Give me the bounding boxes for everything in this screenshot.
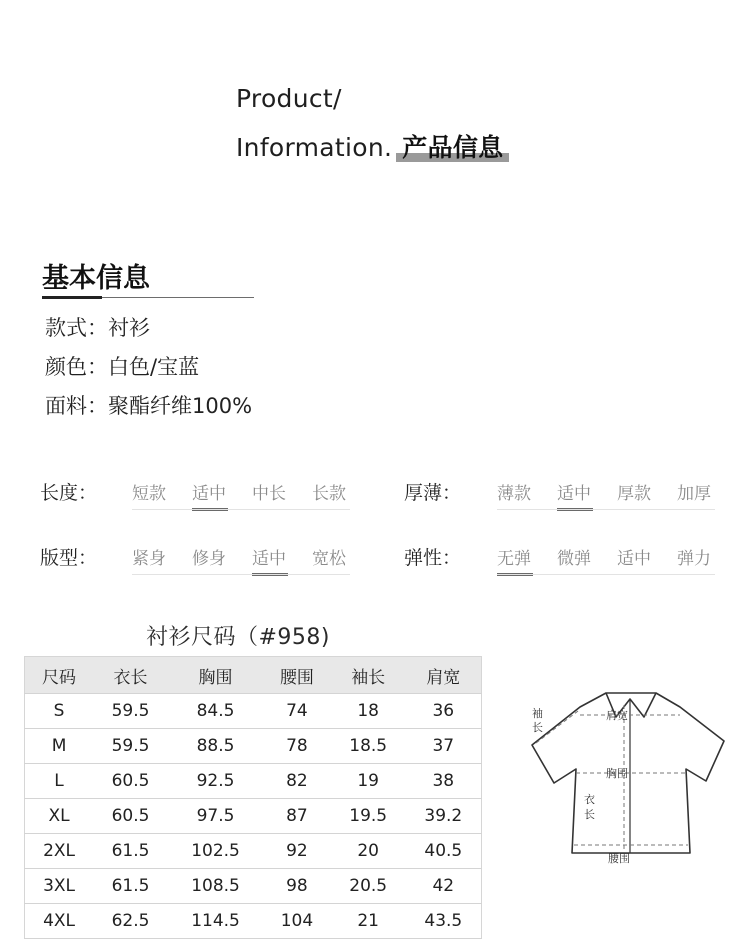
measure-cell: 74	[263, 694, 331, 729]
measure-cell: 42	[406, 869, 482, 904]
size-table-header-cell: 腰围	[263, 657, 331, 694]
measure-cell: 19.5	[331, 799, 406, 834]
info-color: 颜色：白色/宝蓝	[45, 355, 200, 379]
attr-label-length: 长度：	[40, 482, 98, 504]
info-fabric: 面料：聚酯纤维100%	[45, 394, 253, 418]
measure-cell: 92.5	[168, 764, 263, 799]
attr-option-fit-1: 修身	[192, 549, 226, 569]
table-row	[25, 694, 482, 729]
measure-cell: 60.5	[93, 799, 168, 834]
size-table-header-cell: 尺码	[25, 657, 94, 694]
title-information-en: Information.	[236, 133, 393, 162]
table-row	[25, 834, 482, 869]
title-product: Product/	[236, 84, 342, 113]
attr-options-elasticity	[497, 544, 737, 569]
measure-cell: 97.5	[168, 799, 263, 834]
size-table-header	[25, 657, 482, 694]
table-row	[25, 764, 482, 799]
measure-cell: 60.5	[93, 764, 168, 799]
attr-divider-length	[132, 509, 350, 510]
size-table-header-cell: 肩宽	[406, 657, 482, 694]
measure-cell: 78	[263, 729, 331, 764]
size-cell: XL	[25, 799, 94, 834]
measure-cell: 38	[406, 764, 482, 799]
title-information	[236, 128, 505, 164]
attr-option-length-3: 长款	[312, 484, 346, 504]
size-table	[24, 656, 482, 939]
measure-cell: 18	[331, 694, 406, 729]
attr-label-thickness: 厚薄：	[404, 482, 462, 504]
measure-cell: 19	[331, 764, 406, 799]
measure-cell: 114.5	[168, 904, 263, 939]
attr-option-elasticity-2: 适中	[617, 549, 651, 569]
size-cell: 2XL	[25, 834, 94, 869]
label-sleeve-1: 袖	[532, 707, 543, 720]
measure-cell: 84.5	[168, 694, 263, 729]
attr-option-thickness-2: 厚款	[617, 484, 651, 504]
measure-cell: 21	[331, 904, 406, 939]
measure-cell: 61.5	[93, 834, 168, 869]
measure-cell: 102.5	[168, 834, 263, 869]
size-table-header-cell: 胸围	[168, 657, 263, 694]
measure-cell: 36	[406, 694, 482, 729]
attr-option-thickness-3: 加厚	[677, 484, 711, 504]
measure-cell: 88.5	[168, 729, 263, 764]
measure-cell: 98	[263, 869, 331, 904]
size-table-title: 衬衫尺码（#958)	[146, 625, 331, 650]
label-length-1: 衣	[584, 793, 595, 806]
measure-cell: 108.5	[168, 869, 263, 904]
attr-option-elasticity-0-selected: 无弹	[497, 544, 557, 569]
measure-cell: 18.5	[331, 729, 406, 764]
title-product-info-cn: 产品信息	[400, 128, 505, 164]
attr-option-thickness-1-selected: 适中	[557, 479, 617, 504]
size-cell: M	[25, 729, 94, 764]
size-cell: L	[25, 764, 94, 799]
size-cell: 4XL	[25, 904, 94, 939]
table-row	[25, 799, 482, 834]
attr-label-fit: 版型：	[40, 547, 98, 569]
label-chest: 胸围	[606, 767, 628, 780]
measure-cell: 20.5	[331, 869, 406, 904]
measure-cell: 59.5	[93, 729, 168, 764]
measure-cell: 104	[263, 904, 331, 939]
measure-cell: 62.5	[93, 904, 168, 939]
attr-option-elasticity-3: 弹力	[677, 549, 711, 569]
measure-cell: 61.5	[93, 869, 168, 904]
measure-cell: 92	[263, 834, 331, 869]
attr-option-length-1-selected: 适中	[192, 479, 252, 504]
label-waist: 腰围	[608, 852, 630, 865]
attr-option-thickness-0: 薄款	[497, 484, 531, 504]
table-row	[25, 729, 482, 764]
measure-cell: 59.5	[93, 694, 168, 729]
info-style: 款式：衬衫	[45, 316, 150, 340]
attr-option-length-0: 短款	[132, 484, 166, 504]
attr-options-thickness	[497, 479, 737, 504]
measure-cell: 37	[406, 729, 482, 764]
table-row	[25, 904, 482, 939]
attr-option-length-2: 中长	[252, 484, 286, 504]
label-length-2: 长	[584, 808, 595, 821]
measure-cell: 43.5	[406, 904, 482, 939]
basic-info-heading: 基本信息	[42, 263, 150, 294]
attr-divider-fit	[132, 574, 350, 575]
attr-divider-thickness	[497, 509, 715, 510]
table-row	[25, 869, 482, 904]
attr-option-fit-2-selected: 适中	[252, 544, 312, 569]
label-sleeve-2: 长	[532, 721, 543, 734]
attr-label-elasticity: 弹性：	[404, 547, 462, 569]
attr-options-length	[132, 479, 372, 504]
size-cell: S	[25, 694, 94, 729]
attr-divider-elasticity	[497, 574, 715, 575]
attr-options-fit	[132, 544, 372, 569]
measure-cell: 82	[263, 764, 331, 799]
measure-cell: 20	[331, 834, 406, 869]
shirt-measurement-diagram	[520, 685, 742, 870]
size-cell: 3XL	[25, 869, 94, 904]
basic-info-underline-accent	[42, 296, 102, 299]
measure-cell: 87	[263, 799, 331, 834]
size-table-header-cell: 袖长	[331, 657, 406, 694]
attr-option-fit-0: 紧身	[132, 549, 166, 569]
attr-option-fit-3: 宽松	[312, 549, 346, 569]
measure-cell: 40.5	[406, 834, 482, 869]
measure-cell: 39.2	[406, 799, 482, 834]
size-table-header-cell: 衣长	[93, 657, 168, 694]
label-shoulder: 肩宽	[606, 709, 628, 722]
attr-option-elasticity-1: 微弹	[557, 549, 591, 569]
